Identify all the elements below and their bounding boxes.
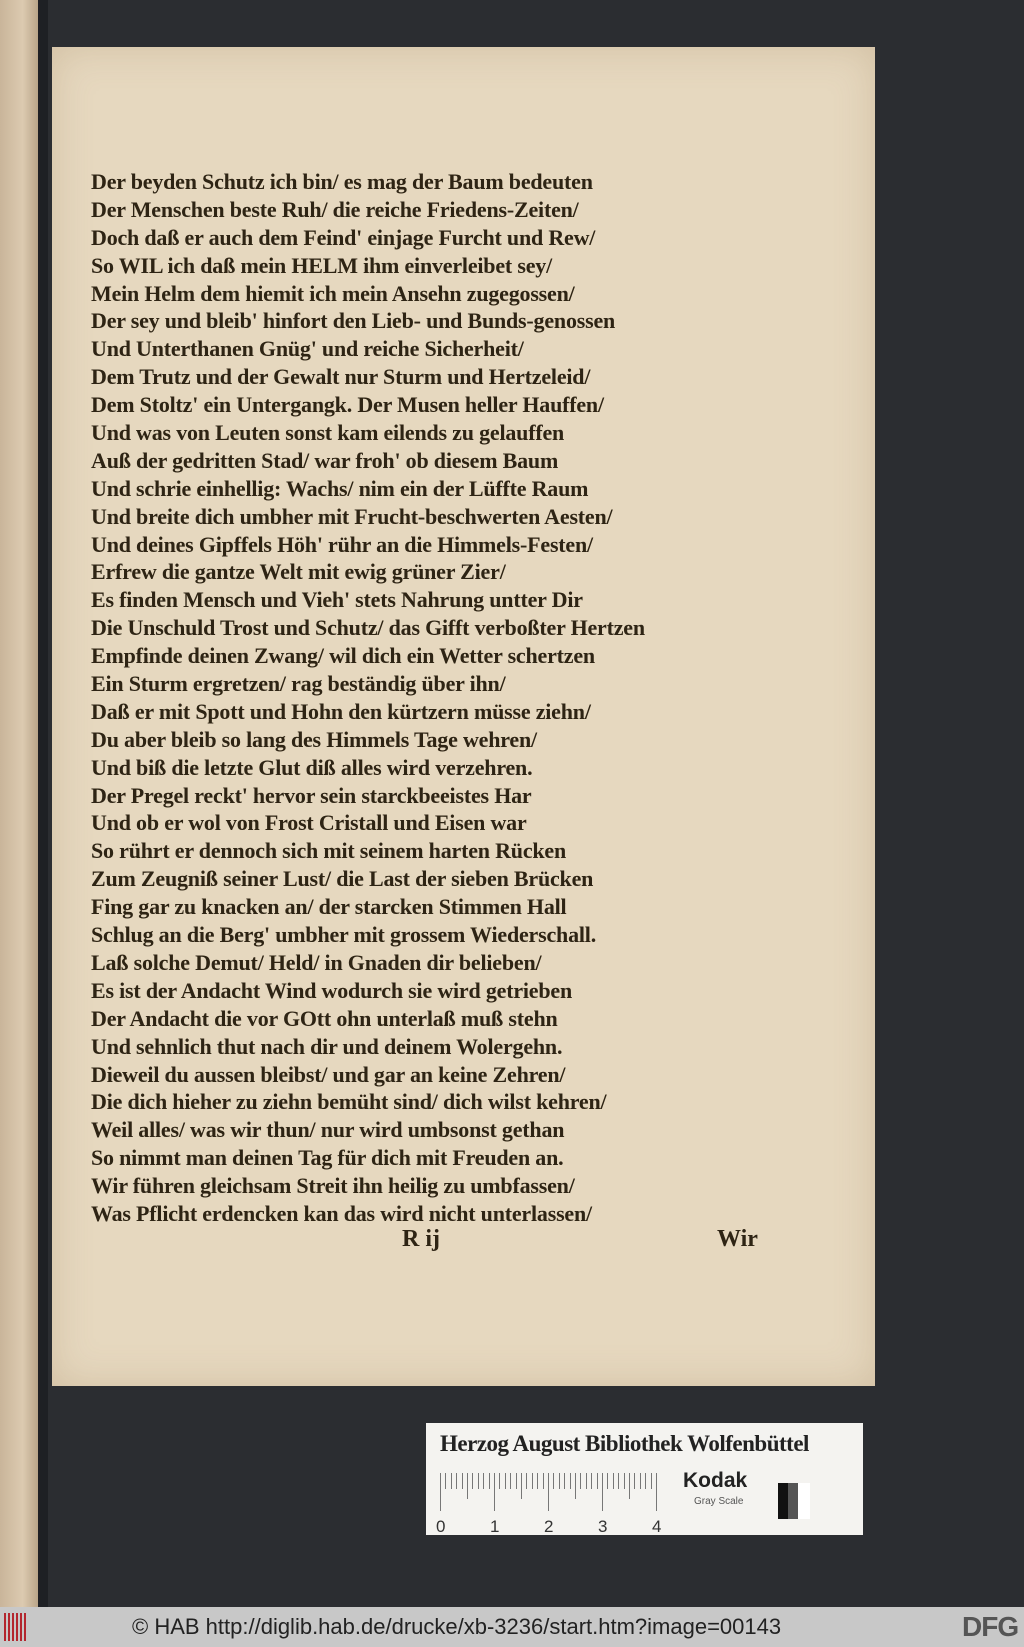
text-line: Erfrew die gantze Welt mit ewig grüner Zier/ [91, 559, 506, 585]
text-line: Empfinde deinen Zwang/ wil dich ein Wetter schertzen [91, 643, 595, 669]
ruler-number: 4 [652, 1517, 662, 1536]
ruler-tick [629, 1473, 630, 1499]
text-line: Und deines Gipffels Höh' rühr an die Himmels-Festen/ [91, 531, 593, 557]
text-line: Und sehnlich thut nach dir und deinem Wolergehn. [91, 1033, 563, 1059]
ruler-tick [607, 1473, 608, 1489]
text-line: Und biß die letzte Glut diß alles wird verzehren. [91, 754, 533, 780]
ruler-tick [456, 1473, 457, 1489]
copyright-url[interactable]: © HAB http://diglib.hab.de/drucke/xb-3236/start.htm?image=00143 [132, 1614, 782, 1639]
ruler-tick [451, 1473, 452, 1489]
catchword: Wir [717, 1226, 758, 1252]
text-line: Ein Sturm ergretzen/ rag beständig über ihn/ [91, 671, 506, 697]
library-name: Herzog August Bibliothek Wolfenbüttel [440, 1431, 809, 1456]
ruler-number: 1 [490, 1517, 500, 1536]
text-line: Auß der gedritten Stad/ war froh' ob diesem Baum [91, 447, 559, 473]
text-line: Es finden Mensch und Vieh' stets Nahrung untter Dir [91, 587, 583, 613]
ruler-tick [472, 1473, 473, 1489]
text-line: Mein Helm dem hiemit ich mein Ansehn zugegossen/ [91, 280, 575, 306]
ruler-tick [613, 1473, 614, 1489]
ruler-tick [462, 1473, 463, 1489]
ruler-tick [575, 1473, 576, 1499]
text-line: Die Unschuld Trost und Schutz/ das Gifft verboßter Hertzen [91, 615, 645, 641]
ruler-tick [526, 1473, 527, 1489]
text-line: So rührt er dennoch sich mit seinem harten Rücken [91, 838, 567, 864]
ruler-tick [618, 1473, 619, 1489]
footer-bar [0, 1607, 1024, 1647]
ruler-tick [586, 1473, 587, 1489]
text-line: Dem Trutz und der Gewalt nur Sturm und Hertzeleid/ [91, 364, 591, 390]
facing-page-edge [0, 0, 38, 1607]
ruler-tick [505, 1473, 506, 1489]
ruler-tick [516, 1473, 517, 1489]
ruler-tick [510, 1473, 511, 1489]
ruler-number: 3 [598, 1517, 608, 1536]
text-line: Wir führen gleichsam Streit ihn heilig zu umbfassen/ [91, 1173, 575, 1199]
ruler-tick [499, 1473, 500, 1489]
ruler-tick [645, 1473, 646, 1489]
text-line: Es ist der Andacht Wind wodurch sie wird getrieben [91, 977, 572, 1003]
ruler-tick [564, 1473, 565, 1489]
gray-scale-label: Gray Scale [694, 1496, 744, 1507]
ruler-number: 2 [544, 1517, 554, 1536]
ruler-tick [640, 1473, 641, 1489]
book-gutter [38, 0, 48, 1607]
ruler-tick [651, 1473, 652, 1489]
ruler-tick [532, 1473, 533, 1489]
text-line: Fing gar zu knacken an/ der starcken Stimmen Hall [91, 894, 567, 920]
poem-text [91, 168, 791, 1228]
text-line: Weil alles/ was wir thun/ nur wird umbsonst gethan [91, 1117, 565, 1143]
text-line: Und Unterthanen Gnüg' und reiche Sicherheit/ [91, 336, 524, 362]
ruler-tick [483, 1473, 484, 1489]
text-line: Der Andacht die vor GOtt ohn unterlaß muß stehn [91, 1005, 558, 1031]
ruler-tick [634, 1473, 635, 1489]
text-line: Was Pflicht erdencken kan das wird nicht unterlassen/ [91, 1200, 592, 1226]
ruler-tick [553, 1473, 554, 1489]
ruler-tick [559, 1473, 560, 1489]
ruler-tick [570, 1473, 571, 1489]
ruler-tick [478, 1473, 479, 1489]
dfg-logo: DFG [962, 1611, 1019, 1642]
text-line: Zum Zeugniß seiner Lust/ die Last der sieben Brücken [91, 866, 594, 892]
text-line: Und was von Leuten sonst kam eilends zu gelauffen [91, 420, 565, 446]
hab-logo-icon [4, 1613, 28, 1641]
ruler-tick [494, 1473, 495, 1511]
gray-swatch-white [798, 1483, 810, 1519]
text-line: Laß solche Demut/ Held/ in Gnaden dir belieben/ [91, 949, 542, 975]
text-line: Doch daß er auch dem Feind' einjage Furcht und Rew/ [91, 224, 596, 250]
ruler-tick [548, 1473, 549, 1511]
text-line: Und breite dich umbher mit Frucht-beschwerten Aesten/ [91, 503, 613, 529]
text-line: Daß er mit Spott und Hohn den kürtzern müsse ziehn/ [91, 698, 591, 724]
text-line: Die dich hieher zu ziehn bemüht sind/ dich wilst kehren/ [91, 1089, 607, 1115]
text-line: Du aber bleib so lang des Himmels Tage wehren/ [91, 726, 537, 752]
ruler-tick [440, 1473, 441, 1511]
ruler-tick [597, 1473, 598, 1489]
ruler-tick [521, 1473, 522, 1499]
ruler-tick [467, 1473, 468, 1499]
ruler-tick [591, 1473, 592, 1489]
gray-swatch-mid [788, 1483, 798, 1519]
ruler-tick [580, 1473, 581, 1489]
ruler [436, 1473, 666, 1536]
ruler-tick [543, 1473, 544, 1489]
text-line: So WIL ich daß mein HELM ihm einverleibet sey/ [91, 252, 552, 278]
ruler-tick [624, 1473, 625, 1489]
ruler-tick [602, 1473, 603, 1511]
text-line: So nimmt man deinen Tag für dich mit Freuden an. [91, 1145, 564, 1171]
text-line: Und ob er wol von Frost Cristall und Eisen war [91, 810, 527, 836]
text-line: Der Pregel reckt' hervor sein starckbeeistes Har [91, 782, 532, 808]
text-line: Der sey und bleib' hinfort den Lieb- und Bunds-genossen [91, 308, 616, 334]
color-scale-card [426, 1423, 863, 1535]
text-line: Dieweil du aussen bleibst/ und gar an keine Zehren/ [91, 1061, 566, 1087]
text-line: Der Menschen beste Ruh/ die reiche Friedens-Zeiten/ [91, 196, 579, 222]
text-line: Schlug an die Berg' umbher mit grossem Wiederschall. [91, 922, 596, 948]
gray-swatch-black [778, 1483, 788, 1519]
ruler-tick [537, 1473, 538, 1489]
text-line: Dem Stoltz' ein Untergangk. Der Musen heller Hauffen/ [91, 392, 604, 418]
ruler-tick [489, 1473, 490, 1489]
ruler-number: 0 [436, 1517, 446, 1536]
signature-mark: R ij [402, 1226, 440, 1252]
text-line: Und schrie einhellig: Wachs/ nim ein der Lüffte Raum [91, 475, 589, 501]
ruler-tick [656, 1473, 657, 1511]
text-line: Der beyden Schutz ich bin/ es mag der Baum bedeuten [91, 169, 593, 194]
ruler-tick [445, 1473, 446, 1489]
kodak-logo: Kodak [683, 1469, 748, 1492]
